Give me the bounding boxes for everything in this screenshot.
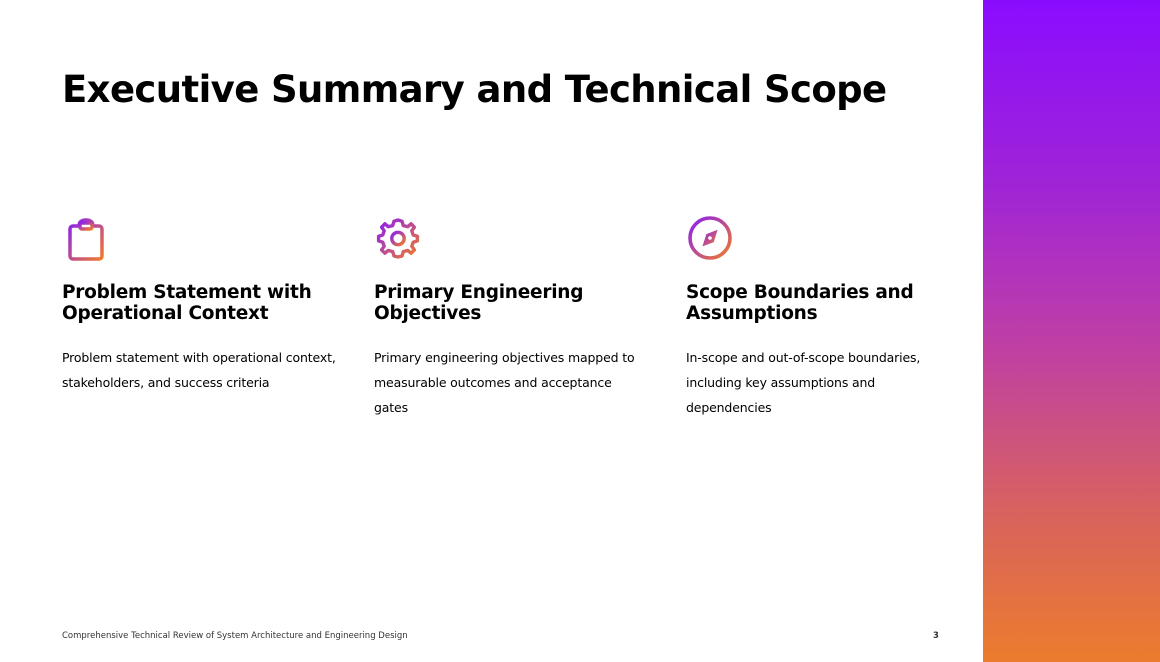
engineering-objectives-body: Primary engineering objectives mapped to measurable outcomes and acceptance gates [374, 350, 635, 415]
engineering-objectives-card [374, 214, 649, 420]
page-number: 3 [933, 631, 939, 641]
gradient-band [983, 0, 1160, 662]
scope-boundaries-card [686, 214, 961, 420]
compass-icon [687, 214, 733, 262]
gear-icon [375, 214, 421, 262]
scope-boundaries-body: In-scope and out-of-scope boundaries, including key assumptions and dependencies [686, 350, 921, 415]
problem-statement-heading: Problem Statement with Operational Context [62, 282, 312, 324]
problem-statement-card [62, 214, 337, 395]
engineering-objectives-heading: Primary Engineering Objectives [374, 282, 584, 324]
footer-title: Comprehensive Technical Review of System Architecture and Engineering Design [62, 631, 408, 641]
slide-title: Executive Summary and Technical Scope [62, 68, 887, 111]
problem-statement-body: Problem statement with operational context, stakeholders, and success criteria [62, 350, 336, 390]
clipboard-icon [63, 214, 109, 262]
scope-boundaries-heading: Scope Boundaries and Assumptions [686, 282, 914, 324]
